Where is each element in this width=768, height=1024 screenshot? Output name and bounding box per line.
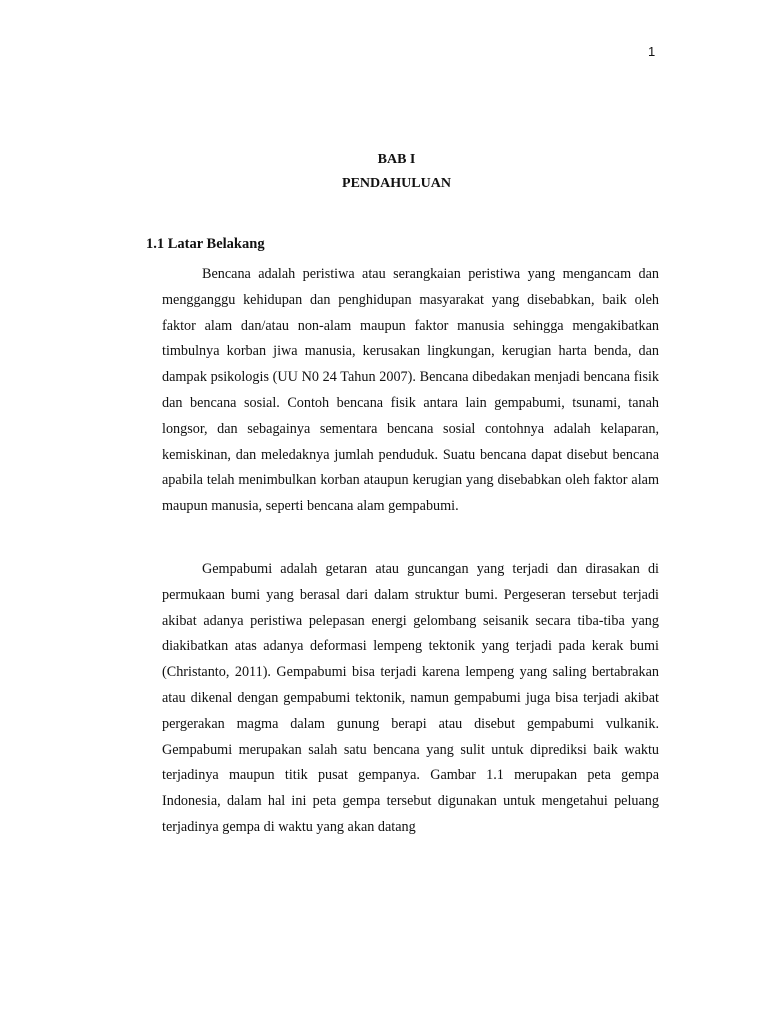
chapter-label: BAB I: [377, 152, 416, 167]
body-paragraph-2: [162, 557, 659, 841]
paragraph-text: Bencana adalah peristiwa atau serangkaian peristiwa yang mengancam dan mengganggu kehidupan dan penghidupan masyarakat yang disebabkan, baik oleh faktor alam dan/atau non-alam maupun faktor manusia sehingga mengakibatkan timbulnya korban jiwa manusia, kerusakan lingkungan, kerugian harta benda, dan dampak psikologis (UU N0 24 Tahun 2007). Bencana dibedakan menjadi bencana fisik dan bencana sosial. Contoh bencana fisik antara lain gempabumi, tsunami, tanah longsor, dan sebagainya sementara bencana sosial contohnya adalah kelaparan, kemiskinan, dan meledaknya jumlah penduduk. Suatu bencana dapat disebut bencana apabila telah menimbulkan korban ataupun kerugian yang disebabkan oleh faktor alam maupun manusia, seperti bencana alam gempabumi.: [162, 266, 659, 515]
body-paragraph-1: [162, 262, 659, 520]
chapter-title: PENDAHULUAN: [342, 176, 451, 191]
page-number: 1: [648, 44, 656, 59]
paragraph-text: Gempabumi adalah getaran atau guncangan yang terjadi dan dirasakan di permukaan bumi yang berasal dari dalam struktur bumi. Pergeseran tersebut terjadi akibat adanya peristiwa pelepasan energi gelombang seisanik secara tiba-tiba yang diakibatkan atas adanya deformasi lempeng tektonik yang terjadi pada kerak bumi (Christanto, 2011). Gempabumi bisa terjadi karena lempeng yang saling bertabrakan atau dikenal dengan gempabumi tektonik, namun gempabumi juga bisa terjadi akibat pergerakan magma dalam gunung berapi atau disebut gempabumi vulkanik. Gempabumi merupakan salah satu bencana yang sulit untuk diprediksi baik waktu terjadinya maupun titik pusat gempanya. Gambar 1.1 merupakan peta gempa Indonesia, dalam hal ini peta gempa tersebut digunakan untuk mengetahui peluang terjadinya gempa di waktu yang akan datang: [162, 561, 659, 835]
section-heading: 1.1 Latar Belakang: [146, 236, 265, 252]
chapter-heading: [0, 148, 768, 196]
